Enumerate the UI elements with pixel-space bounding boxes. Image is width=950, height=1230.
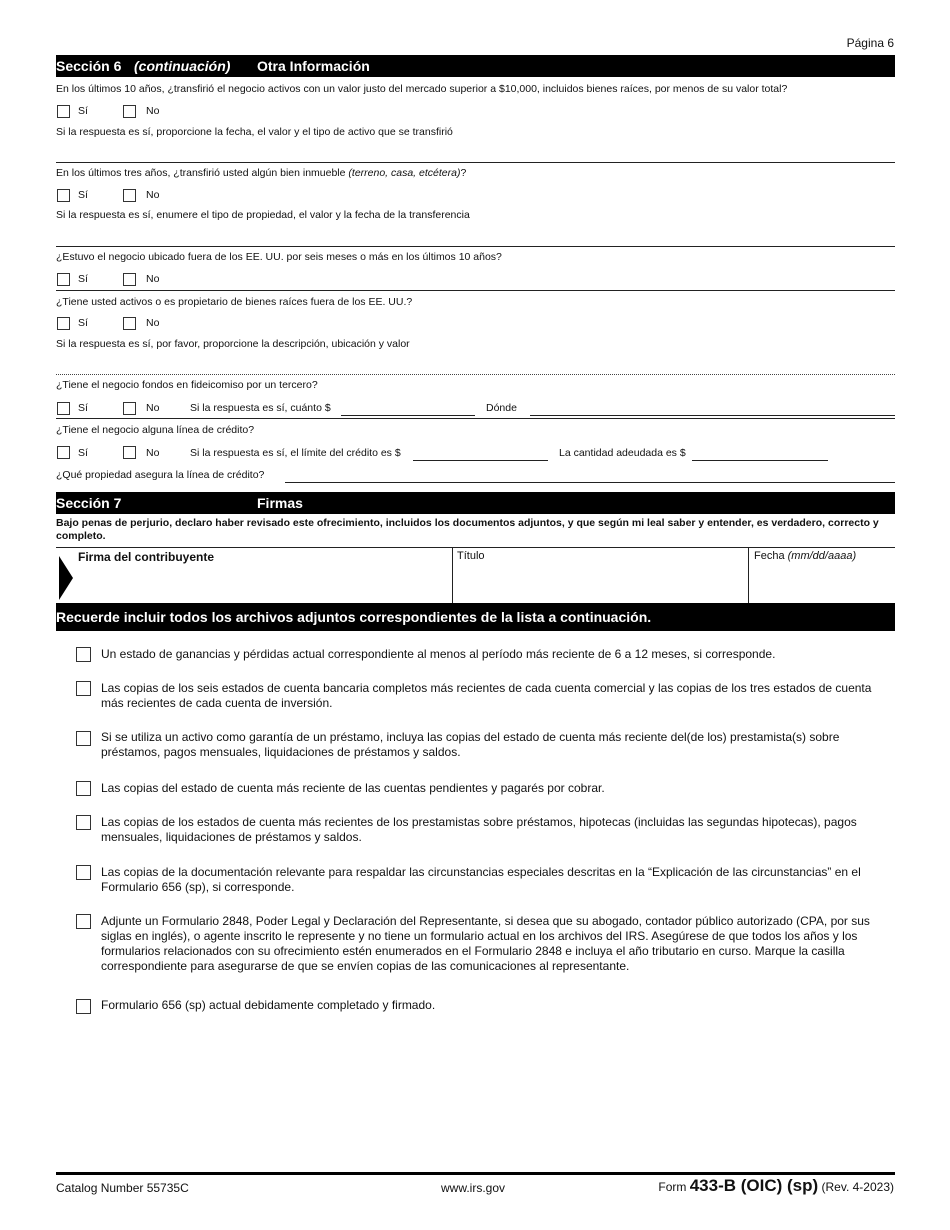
question-line-of-credit: ¿Tiene el negocio alguna línea de crédito? — [56, 424, 255, 436]
no-label: No — [146, 317, 160, 329]
attachment-checkbox[interactable] — [76, 681, 91, 696]
attachment-item: Las copias de los estados de cuenta más recientes de los prestamistas sobre préstamos, hipotecas (incluidas las segundas hipotecas), pagos mensuales, liquidaciones de préstamos y saldos. — [101, 815, 857, 844]
signature-field[interactable] — [56, 548, 452, 604]
form-prefix: Form — [658, 1180, 690, 1194]
section-6-name: Otra Información — [257, 58, 370, 74]
question-transfer-assets: En los últimos 10 años, ¿transfirió el negocio activos con un valor justo del mercado superior a $10,000, incluidos bienes raíces, por menos de su valor total? — [56, 83, 788, 95]
q2-no-checkbox[interactable] — [123, 189, 136, 202]
q5-where-label: Dónde — [486, 402, 517, 414]
question-outside-us: ¿Estuvo el negocio ubicado fuera de los EE. UU. por seis meses o más en los últimos 10 años? — [56, 251, 502, 263]
title-field[interactable] — [453, 548, 748, 604]
q5-no-checkbox[interactable] — [123, 402, 136, 415]
attachment-item: Las copias del estado de cuenta más reciente de las cuentas pendientes y pagarés por cobrar. — [101, 781, 605, 795]
q2-text: En los últimos tres años, ¿transfirió usted algún bien inmueble — [56, 167, 349, 179]
q2-answer-line[interactable] — [56, 246, 895, 247]
q2-yes-checkbox[interactable] — [57, 189, 70, 202]
attachments-header-text: Recuerde incluir todos los archivos adjuntos correspondientes de la lista a continuación. — [56, 609, 652, 625]
q1-answer-line[interactable] — [56, 162, 895, 163]
q3-yes-checkbox[interactable] — [57, 273, 70, 286]
q1-yes-checkbox[interactable] — [57, 105, 70, 118]
q3-no-checkbox[interactable] — [123, 273, 136, 286]
form-number: 433-B (OIC) (sp) — [689, 1176, 819, 1195]
yes-label: Sí — [78, 105, 88, 117]
q5-amount-label: Si la respuesta es sí, cuánto $ — [190, 402, 331, 414]
q4-no-checkbox[interactable] — [123, 317, 136, 330]
q6-owed-field[interactable] — [692, 460, 828, 461]
q6-owed-label: La cantidad adeudada es $ — [559, 447, 686, 459]
perjury-declaration: Bajo penas de perjurio, declaro haber revisado este ofrecimiento, incluidos los documentos adjuntos, y que según mi leal saber y entender, es verdadero, correcto y completo. — [56, 517, 879, 542]
date-format: (mm/dd/aaaa) — [787, 550, 857, 562]
q1-no-checkbox[interactable] — [123, 105, 136, 118]
question-transfer-real-estate — [56, 167, 466, 179]
footer-rule — [56, 1172, 895, 1175]
yes-label: Sí — [78, 447, 88, 459]
question-credit-property: ¿Qué propiedad asegura la línea de crédito? — [56, 469, 265, 481]
attachment-checkbox[interactable] — [76, 731, 91, 746]
attachment-checkbox[interactable] — [76, 815, 91, 830]
q4-answer-line[interactable] — [56, 374, 895, 375]
question-foreign-assets: ¿Tiene usted activos o es propietario de bienes raíces fuera de los EE. UU.? — [56, 296, 413, 308]
date-field[interactable] — [749, 548, 895, 604]
date-label — [754, 550, 856, 562]
q6-no-checkbox[interactable] — [123, 446, 136, 459]
q5-amount-field[interactable] — [341, 415, 475, 416]
section-7-name: Firmas — [257, 495, 303, 511]
attachment-item: Un estado de ganancias y pérdidas actual correspondiente al menos al período más reciente de 6 a 12 meses, si corresponde. — [101, 647, 776, 661]
page-number: Página 6 — [846, 36, 894, 50]
signature-label: Firma del contribuyente — [78, 550, 215, 564]
attachment-checkbox[interactable] — [76, 647, 91, 662]
attachment-item: Formulario 656 (sp) actual debidamente completado y firmado. — [101, 998, 436, 1012]
q4-yes-checkbox[interactable] — [57, 317, 70, 330]
q2-italic: (terreno, casa, etcétera) — [348, 167, 461, 179]
q5-yes-checkbox[interactable] — [57, 402, 70, 415]
section-7-title: Sección 7 — [56, 495, 122, 511]
section-6-cont: (continuación) — [134, 58, 231, 74]
no-label: No — [146, 273, 160, 285]
form-revision: (Rev. 4-2023) — [818, 1180, 894, 1194]
attachment-checkbox[interactable] — [76, 999, 91, 1014]
yes-label: Sí — [78, 273, 88, 285]
form-id — [658, 1176, 894, 1196]
no-label: No — [146, 402, 160, 414]
catalog-number: Catalog Number 55735C — [56, 1181, 189, 1195]
attachments-header — [56, 603, 895, 631]
title-label: Título — [457, 550, 485, 562]
section-7-header — [56, 492, 895, 514]
q6-limit-field[interactable] — [413, 460, 548, 461]
q5-where-field[interactable] — [530, 415, 895, 416]
q2-followup: Si la respuesta es sí, enumere el tipo de propiedad, el valor y la fecha de la transferencia — [56, 209, 470, 221]
yes-label: Sí — [78, 402, 88, 414]
section-6-header — [56, 55, 895, 77]
attachment-item: Las copias de los seis estados de cuenta bancaria completos más recientes de cada cuenta comercial y las copias de los tres estados de cuenta más recientes de cada cuenta de inversión. — [101, 681, 872, 710]
divider — [56, 418, 895, 419]
signature-row — [56, 547, 895, 604]
attachment-checkbox[interactable] — [76, 865, 91, 880]
divider — [56, 290, 895, 291]
q7-answer-field[interactable] — [285, 482, 895, 483]
q1-followup: Si la respuesta es sí, proporcione la fecha, el valor y el tipo de activo que se transfirió — [56, 126, 453, 138]
attachment-checkbox[interactable] — [76, 781, 91, 796]
no-label: No — [146, 105, 160, 117]
attachment-checkbox[interactable] — [76, 914, 91, 929]
yes-label: Sí — [78, 317, 88, 329]
question-trust-funds: ¿Tiene el negocio fondos en fideicomiso por un tercero? — [56, 379, 318, 391]
yes-label: Sí — [78, 189, 88, 201]
q6-yes-checkbox[interactable] — [57, 446, 70, 459]
no-label: No — [146, 447, 160, 459]
q6-limit-label: Si la respuesta es sí, el límite del crédito es $ — [190, 447, 401, 459]
date-label-text: Fecha — [754, 550, 788, 562]
q4-followup: Si la respuesta es sí, por favor, proporcione la descripción, ubicación y valor — [56, 338, 410, 350]
attachment-item: Adjunte un Formulario 2848, Poder Legal y Declaración del Representante, si desea que su abogado, contador público autorizado (CPA, por sus siglas en inglés), o agente inscrito le represente y no tiene un formulario actual en los archivos del IRS. Asegúrese de que todos los años y los formularios relacionados con su ofrecimiento estén enumerados en el Formulario 2848 e incluya el año tributario en curso. Marque la casilla correspondiente para asegurarse de que se envíen copias de las comunicaciones al representante. — [101, 914, 870, 973]
attachment-item: Si se utiliza un activo como garantía de un préstamo, incluya las copias del estado de cuenta más reciente del(de los) prestamista(s) sobre préstamos, pagos mensuales, liquidaciones de préstamos y saldos. — [101, 730, 840, 759]
attachment-item: Las copias de la documentación relevante para respaldar las circunstancias especiales descritas en la “Explicación de las circunstancias” en el Formulario 656 (sp), si corresponde. — [101, 865, 861, 894]
section-6-title: Sección 6 — [56, 58, 122, 74]
no-label: No — [146, 189, 160, 201]
website-link[interactable]: www.irs.gov — [441, 1181, 506, 1195]
q2-end: ? — [460, 167, 467, 179]
